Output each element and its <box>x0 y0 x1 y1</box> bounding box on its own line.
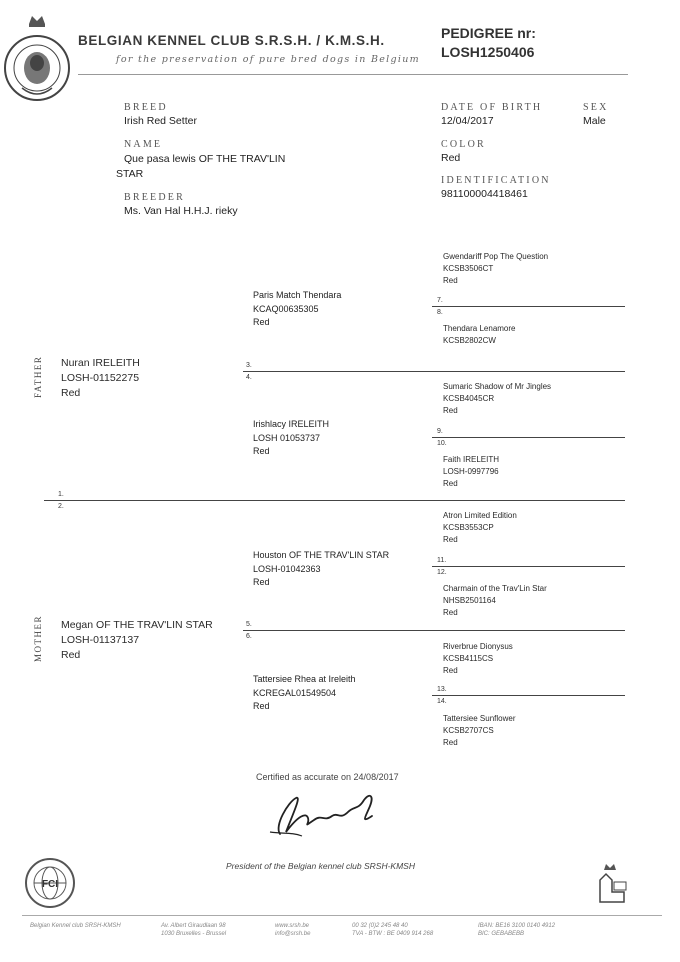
father-side-label: FATHER <box>33 355 43 398</box>
great-grandparent-reg: LOSH-0997796 <box>443 467 499 476</box>
father-entry <box>61 356 140 401</box>
great-grandparent-reg: KCSB2707CS <box>443 726 494 735</box>
grandparent-reg: KCAQ00635305 <box>253 303 319 314</box>
footer-address-line2: 1030 Bruxelles - Brussel <box>161 931 227 937</box>
footer-web <box>275 922 310 938</box>
footer-iban: IBAN: BE16 3100 0140 4912 <box>478 923 556 929</box>
grandparent-color: Red <box>253 317 270 327</box>
line-9 <box>432 437 625 438</box>
great-grandparent-reg: KCSB4045CR <box>443 394 495 403</box>
breeder-label: BREEDER <box>124 192 185 203</box>
great-grandparent-name: Thendara Lenamore <box>443 324 516 333</box>
pedigree-label: PEDIGREE nr: <box>441 25 536 41</box>
grandparent-name: Houston OF THE TRAV'LIN STAR <box>253 550 390 560</box>
grandparent-name: Tattersiee Rhea at Ireleith <box>253 674 356 684</box>
footer-phone-number: 00 32 (0)2 245 48 40 <box>352 923 408 929</box>
grandparent-color: Red <box>253 446 270 456</box>
grandparent-reg: LOSH 01053737 <box>253 432 321 443</box>
line-3 <box>243 371 625 372</box>
grandparent-name: Irishlacy IRELEITH <box>253 419 330 429</box>
sex-label: SEX <box>583 102 609 113</box>
grandparent-entry <box>253 418 329 459</box>
great-grandparent-entry <box>443 641 513 677</box>
club-seal-icon <box>2 8 72 108</box>
great-grandparent-color: Red <box>443 479 458 488</box>
great-grandparent-name: Faith IRELEITH <box>443 455 500 464</box>
breeder-value: Ms. Van Hal H.H.J. rieky <box>124 205 238 217</box>
line-number-8: 8. <box>437 309 443 316</box>
line-13 <box>432 695 625 696</box>
line-11 <box>432 566 625 567</box>
color-value: Red <box>441 152 461 164</box>
name-value-line2: STAR <box>116 168 144 180</box>
great-grandparent-reg: KCSB2802CW <box>443 336 496 345</box>
line-number-5: 5. <box>246 621 252 628</box>
line-number-6: 6. <box>246 633 252 640</box>
line-number-7: 7. <box>437 297 443 304</box>
breed-label: BREED <box>124 102 168 113</box>
pedigree-number: LOSH1250406 <box>441 44 535 60</box>
great-grandparent-color: Red <box>443 608 458 617</box>
line-number-3: 3. <box>246 362 252 369</box>
identification-label: IDENTIFICATION <box>441 175 551 186</box>
line-1 <box>44 500 625 501</box>
certification-text: Certified as accurate on 24/08/2017 <box>256 772 399 782</box>
great-grandparent-entry <box>443 323 516 347</box>
breed-value: Irish Red Setter <box>124 115 197 127</box>
great-grandparent-name: Riverbrue Dionysus <box>443 642 513 651</box>
mother-reg: LOSH-01137137 <box>61 634 140 646</box>
name-label: NAME <box>124 139 163 150</box>
great-grandparent-entry <box>443 510 517 546</box>
footer-address-line1: Av. Albert Giraudlaan 98 <box>161 923 226 929</box>
mother-color: Red <box>61 649 81 661</box>
club-logo <box>2 8 72 108</box>
great-grandparent-entry <box>443 251 548 287</box>
grandparent-reg: KCREGAL01549504 <box>253 687 337 698</box>
great-grandparent-reg: KCSB3506CT <box>443 264 494 273</box>
footer-address <box>161 922 226 938</box>
footer-website: www.srsh.be <box>275 923 310 929</box>
dob-value: 12/04/2017 <box>441 115 494 127</box>
line-number-1: 1. <box>58 491 64 498</box>
grandparent-entry <box>253 289 341 330</box>
line-number-4: 4. <box>246 374 252 381</box>
fci-logo <box>24 857 76 909</box>
grandparent-color: Red <box>253 577 270 587</box>
footer-rule <box>22 915 662 916</box>
great-grandparent-reg: KCSB4115CS <box>443 654 494 663</box>
dob-label: DATE OF BIRTH <box>441 102 543 113</box>
color-label: COLOR <box>441 139 486 150</box>
great-grandparent-reg: NHSB2501164 <box>443 596 496 605</box>
great-grandparent-name: Tattersiee Sunflower <box>443 714 516 723</box>
grandparent-name: Paris Match Thendara <box>253 290 342 300</box>
line-7 <box>432 306 625 307</box>
footer-phone <box>352 922 433 938</box>
mother-side-label: MOTHER <box>33 615 43 662</box>
president-text: President of the Belgian kennel club SRSH-KMSH <box>226 861 415 871</box>
line-number-11: 11. <box>437 557 447 564</box>
grandparent-entry <box>253 549 389 590</box>
father-name: Nuran IRELEITH <box>61 357 140 369</box>
great-grandparent-name: Atron Limited Edition <box>443 511 517 520</box>
sex-value: Male <box>583 115 606 127</box>
footer-bic: BIC: GEBABEBB <box>478 931 525 937</box>
mother-name: Megan OF THE TRAV'LIN STAR <box>61 619 213 631</box>
great-grandparent-name: Charmain of the Trav'Lin Star <box>443 584 547 593</box>
mother-entry <box>61 618 213 663</box>
fci-globe-icon <box>24 857 76 909</box>
club-name: BELGIAN KENNEL CLUB S.R.S.H. / K.M.S.H. <box>78 33 385 48</box>
line-number-9: 9. <box>437 428 443 435</box>
father-color: Red <box>61 387 81 399</box>
footer-vat: TVA - BTW : BE 0409 914 268 <box>352 931 434 937</box>
grandparent-entry <box>253 673 356 714</box>
great-grandparent-entry <box>443 381 551 417</box>
great-grandparent-reg: KCSB3553CP <box>443 523 494 532</box>
line-number-10: 10. <box>437 440 447 447</box>
footer-club: Belgian Kennel club SRSH-KMSH <box>30 923 121 929</box>
signature-icon <box>262 786 392 846</box>
great-grandparent-entry <box>443 583 547 619</box>
club-tagline: for the preservation of pure bred dogs in Belgium <box>116 54 420 65</box>
line-5 <box>243 630 625 631</box>
great-grandparent-name: Sumaric Shadow of Mr Jingles <box>443 382 552 391</box>
crown-dog-icon <box>592 862 632 906</box>
great-grandparent-entry <box>443 454 499 490</box>
line-number-13: 13. <box>437 686 447 693</box>
great-grandparent-name: Gwendariff Pop The Question <box>443 252 549 261</box>
fci-label: FCI <box>41 879 59 890</box>
grandparent-reg: LOSH-01042363 <box>253 563 321 574</box>
name-value-line1: Que pasa lewis OF THE TRAV'LIN <box>124 153 286 165</box>
grandparent-color: Red <box>253 701 270 711</box>
line-number-14: 14. <box>437 698 447 705</box>
father-reg: LOSH-01152275 <box>61 372 140 384</box>
great-grandparent-color: Red <box>443 406 458 415</box>
line-number-2: 2. <box>58 503 64 510</box>
identification-value: 981100004418461 <box>441 188 528 200</box>
great-grandparent-entry <box>443 713 515 749</box>
great-grandparent-color: Red <box>443 738 458 747</box>
great-grandparent-color: Red <box>443 666 458 675</box>
footer-email: info@srsh.be <box>275 931 311 937</box>
great-grandparent-color: Red <box>443 535 458 544</box>
kmsh-logo <box>592 862 632 906</box>
footer-bank <box>478 922 555 938</box>
header-rule <box>78 74 628 75</box>
great-grandparent-color: Red <box>443 276 458 285</box>
signature <box>262 786 392 846</box>
line-number-12: 12. <box>437 569 447 576</box>
